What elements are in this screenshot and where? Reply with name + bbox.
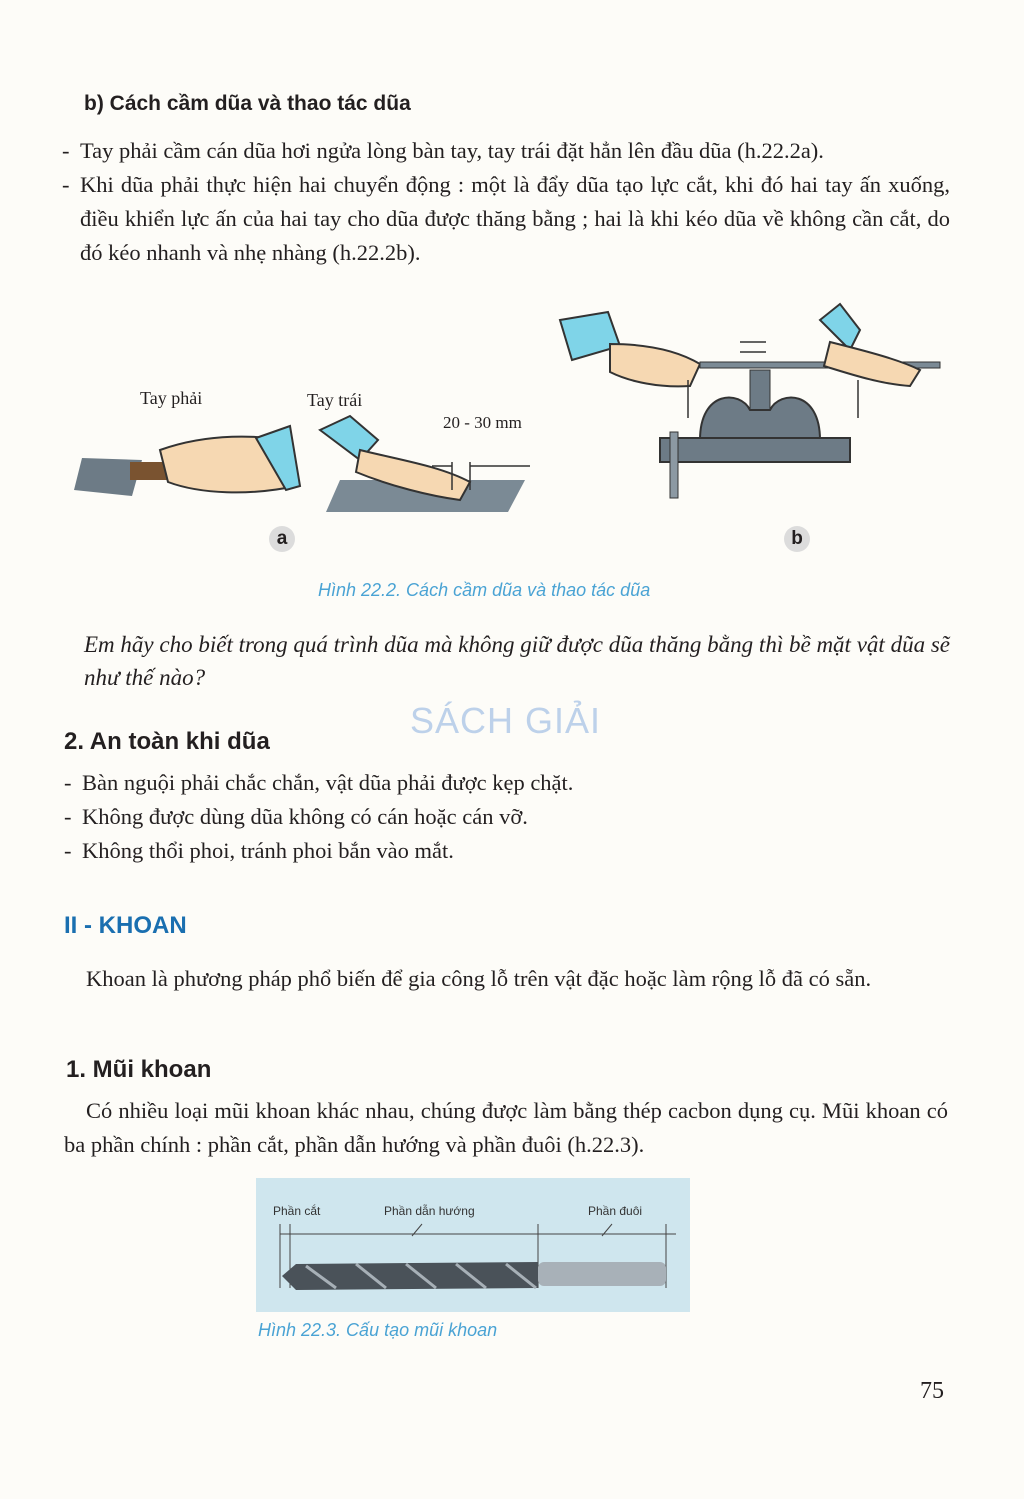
bullet-text: Tay phải cầm cán dũa hơi ngửa lòng bàn tay, tay trái đặt hẳn lên đầu dũa (h.22.2a). bbox=[80, 138, 824, 163]
label-right-hand: Tay phải bbox=[140, 388, 203, 408]
safety-heading: 2. An toàn khi dũa bbox=[64, 728, 270, 755]
bullet-item: - Không thổi phoi, tránh phoi bắn vào mắt. bbox=[64, 838, 454, 863]
label-cut: Phần cắt bbox=[273, 1204, 321, 1218]
safety-bullets bbox=[64, 766, 944, 868]
bullet-text: Không được dùng dũa không có cán hoặc cán vỡ. bbox=[82, 804, 528, 829]
drill-intro: Khoan là phương pháp phổ biến để gia công lỗ trên vật đặc hoặc làm rộng lỗ đã có sẵn. bbox=[86, 966, 872, 991]
bullet-text: Không thổi phoi, tránh phoi bắn vào mắt. bbox=[82, 838, 454, 863]
watermark-logo: SÁCH GIẢI bbox=[410, 700, 602, 741]
bullet-item: - Bàn nguội phải chắc chắn, vật dũa phải được kẹp chặt. bbox=[64, 770, 574, 795]
figure-22-2-caption: Hình 22.2. Cách cầm dũa và thao tác dũa bbox=[318, 580, 651, 600]
bullet-item: - Tay phải cầm cán dũa hơi ngửa lòng bàn tay, tay trái đặt hẳn lên đầu dũa (h.22.2a). bbox=[62, 138, 824, 163]
label-dimension: 20 - 30 mm bbox=[443, 413, 522, 432]
label-tail: Phần đuôi bbox=[588, 1204, 643, 1218]
figure-letter-b: b bbox=[784, 526, 810, 552]
label-guide: Phần dẫn hướng bbox=[384, 1204, 475, 1218]
bullet-text: Khi dũa phải thực hiện hai chuyển động : một là đẩy dũa tạo lực cắt, khi đó hai tay ấn xuống, điều khiển lực ấn của hai tay cho dũa được thăng bằng ; hai là khi kéo dũa về không cần cắt, do đó kéo nhanh và nhẹ nhàng (h.22.2b). bbox=[80, 172, 950, 265]
section-b-heading: b) Cách cầm dũa và thao tác dũa bbox=[84, 92, 411, 115]
bullet-item: - Không được dùng dũa không có cán hoặc cán vỡ. bbox=[64, 804, 528, 829]
section-title: II - KHOAN bbox=[64, 912, 187, 939]
bullet-text: Bàn nguội phải chắc chắn, vật dũa phải được kẹp chặt. bbox=[82, 770, 574, 795]
figure-22-3-caption: Hình 22.3. Cấu tạo mũi khoan bbox=[258, 1320, 498, 1340]
file-right-hand-drawing bbox=[74, 426, 300, 496]
question-text: Em hãy cho biết trong quá trình dũa mà không giữ được dũa thăng bằng thì bề mặt vật dũa sẽ như thế nào? bbox=[84, 632, 950, 690]
file-left-hand-drawing bbox=[320, 416, 530, 512]
section-b-bullets bbox=[62, 134, 950, 270]
vise-drawing bbox=[560, 304, 940, 498]
drill-bit-illustration bbox=[256, 1178, 690, 1312]
drill-text: Có nhiều loại mũi khoan khác nhau, chúng được làm bằng thép cacbon dụng cụ. Mũi khoan có ba phần chính : phần cắt, phần dẫn hướng và phần đuôi (h.22.3). bbox=[64, 1098, 948, 1157]
drill-subheading: 1. Mũi khoan bbox=[66, 1056, 212, 1083]
page-number: 75 bbox=[920, 1378, 944, 1404]
file-illustration bbox=[60, 290, 960, 520]
label-left-hand: Tay trái bbox=[307, 390, 363, 410]
bullet-item: - Khi dũa phải thực hiện hai chuyển động : một là đẩy dũa tạo lực cắt, khi đó hai tay ấn xuống, điều khiển lực ấn của hai tay cho dũa được thăng bằng ; hai là khi kéo dũa về không cần cắt, do đó kéo nhanh và nhẹ nhàng (h.22.2b). bbox=[62, 172, 950, 265]
figure-letter-a: a bbox=[269, 526, 295, 552]
figure-22-3 bbox=[256, 1178, 690, 1312]
